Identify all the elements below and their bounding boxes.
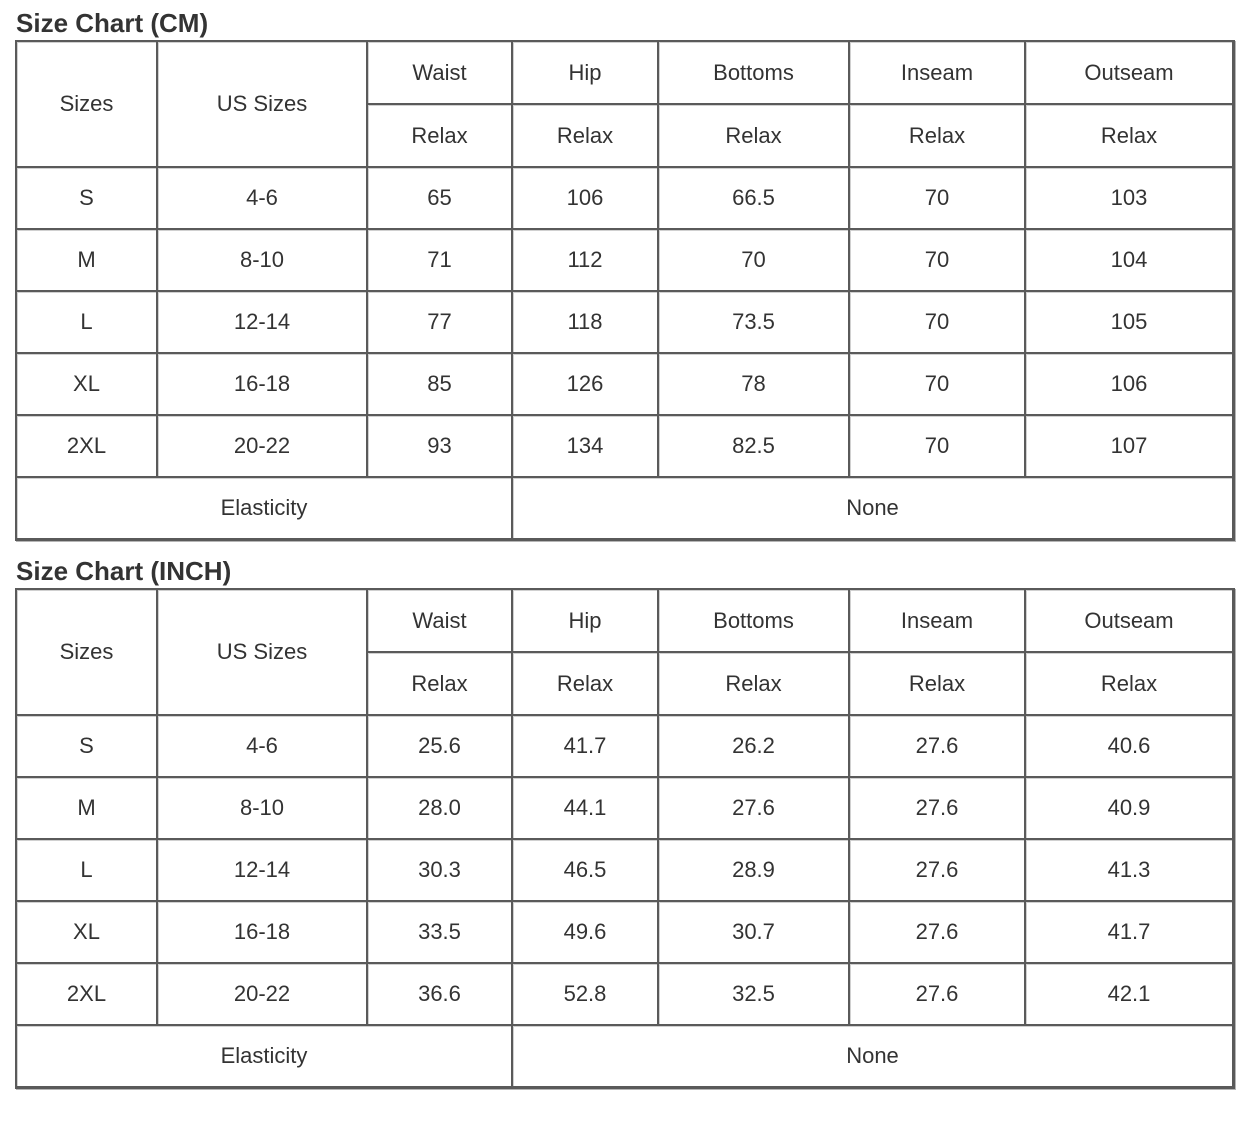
us-size-cell: 4-6	[158, 168, 368, 230]
inseam-cell: 27.6	[850, 902, 1026, 964]
outseam-cell: 41.3	[1026, 840, 1234, 902]
cm-chart-title: Size Chart (CM)	[16, 8, 209, 38]
hip-header: Hip	[513, 590, 659, 653]
us-size-cell: 16-18	[158, 354, 368, 416]
size-cell: XL	[17, 902, 158, 964]
cm-size-chart-section	[15, 6, 1235, 541]
hip-cell: 49.6	[513, 902, 659, 964]
bottoms-cell: 82.5	[659, 416, 850, 478]
sizes-header: Sizes	[17, 590, 158, 716]
size-cell: S	[17, 716, 158, 778]
waist-cell: 36.6	[368, 964, 513, 1026]
hip-fit-label: Relax	[513, 105, 659, 168]
waist-cell: 30.3	[368, 840, 513, 902]
us-size-cell: 20-22	[158, 964, 368, 1026]
size-cell: 2XL	[17, 416, 158, 478]
waist-cell: 93	[368, 416, 513, 478]
size-cell: M	[17, 778, 158, 840]
inch-size-table	[15, 588, 1235, 1089]
hip-cell: 41.7	[513, 716, 659, 778]
table-row	[17, 416, 1234, 478]
bottoms-cell: 28.9	[659, 840, 850, 902]
outseam-cell: 40.9	[1026, 778, 1234, 840]
inseam-cell: 70	[850, 230, 1026, 292]
inseam-cell: 70	[850, 292, 1026, 354]
table-row	[17, 902, 1234, 964]
bottoms-cell: 32.5	[659, 964, 850, 1026]
waist-header: Waist	[368, 590, 513, 653]
bottoms-cell: 26.2	[659, 716, 850, 778]
bottoms-fit-label: Relax	[659, 653, 850, 716]
elasticity-value: None	[513, 478, 1234, 540]
outseam-cell: 41.7	[1026, 902, 1234, 964]
inseam-cell: 27.6	[850, 716, 1026, 778]
us-size-cell: 12-14	[158, 292, 368, 354]
inseam-cell: 70	[850, 168, 1026, 230]
inseam-fit-label: Relax	[850, 105, 1026, 168]
outseam-cell: 106	[1026, 354, 1234, 416]
hip-cell: 134	[513, 416, 659, 478]
inseam-header: Inseam	[850, 590, 1026, 653]
outseam-cell: 42.1	[1026, 964, 1234, 1026]
outseam-fit-label: Relax	[1026, 653, 1234, 716]
hip-cell: 106	[513, 168, 659, 230]
inseam-cell: 70	[850, 354, 1026, 416]
hip-fit-label: Relax	[513, 653, 659, 716]
elasticity-label: Elasticity	[17, 478, 513, 540]
outseam-cell: 104	[1026, 230, 1234, 292]
outseam-cell: 103	[1026, 168, 1234, 230]
table-row	[17, 964, 1234, 1026]
waist-cell: 77	[368, 292, 513, 354]
table-row	[17, 230, 1234, 292]
table-header-row	[17, 42, 1234, 105]
bottoms-header: Bottoms	[659, 590, 850, 653]
bottoms-cell: 73.5	[659, 292, 850, 354]
us-size-cell: 12-14	[158, 840, 368, 902]
elasticity-value: None	[513, 1026, 1234, 1088]
elasticity-row	[17, 478, 1234, 540]
waist-cell: 71	[368, 230, 513, 292]
hip-cell: 118	[513, 292, 659, 354]
inseam-header: Inseam	[850, 42, 1026, 105]
outseam-cell: 40.6	[1026, 716, 1234, 778]
size-cell: L	[17, 292, 158, 354]
outseam-header: Outseam	[1026, 590, 1234, 653]
bottoms-header: Bottoms	[659, 42, 850, 105]
inch-chart-title: Size Chart (INCH)	[16, 556, 232, 586]
table-row	[17, 840, 1234, 902]
waist-header: Waist	[368, 42, 513, 105]
elasticity-row	[17, 1026, 1234, 1088]
us-size-cell: 16-18	[158, 902, 368, 964]
waist-fit-label: Relax	[368, 653, 513, 716]
waist-cell: 85	[368, 354, 513, 416]
size-cell: M	[17, 230, 158, 292]
us-size-cell: 20-22	[158, 416, 368, 478]
waist-cell: 28.0	[368, 778, 513, 840]
bottoms-cell: 30.7	[659, 902, 850, 964]
us-sizes-header: US Sizes	[158, 42, 368, 168]
hip-cell: 112	[513, 230, 659, 292]
elasticity-label: Elasticity	[17, 1026, 513, 1088]
size-cell: L	[17, 840, 158, 902]
outseam-cell: 107	[1026, 416, 1234, 478]
table-row	[17, 354, 1234, 416]
bottoms-fit-label: Relax	[659, 105, 850, 168]
outseam-header: Outseam	[1026, 42, 1234, 105]
hip-cell: 52.8	[513, 964, 659, 1026]
size-cell: XL	[17, 354, 158, 416]
inseam-cell: 27.6	[850, 778, 1026, 840]
table-row	[17, 292, 1234, 354]
inch-size-chart-section	[15, 554, 1235, 1089]
inseam-fit-label: Relax	[850, 653, 1026, 716]
outseam-cell: 105	[1026, 292, 1234, 354]
cm-size-table	[15, 40, 1235, 541]
bottoms-cell: 27.6	[659, 778, 850, 840]
bottoms-cell: 78	[659, 354, 850, 416]
hip-cell: 46.5	[513, 840, 659, 902]
hip-cell: 44.1	[513, 778, 659, 840]
waist-fit-label: Relax	[368, 105, 513, 168]
size-cell: S	[17, 168, 158, 230]
us-size-cell: 4-6	[158, 716, 368, 778]
hip-header: Hip	[513, 42, 659, 105]
bottoms-cell: 66.5	[659, 168, 850, 230]
us-size-cell: 8-10	[158, 230, 368, 292]
size-cell: 2XL	[17, 964, 158, 1026]
outseam-fit-label: Relax	[1026, 105, 1234, 168]
waist-cell: 33.5	[368, 902, 513, 964]
inseam-cell: 27.6	[850, 840, 1026, 902]
table-row	[17, 168, 1234, 230]
us-sizes-header: US Sizes	[158, 590, 368, 716]
table-row	[17, 716, 1234, 778]
hip-cell: 126	[513, 354, 659, 416]
table-row	[17, 778, 1234, 840]
waist-cell: 65	[368, 168, 513, 230]
table-header-row	[17, 590, 1234, 653]
sizes-header: Sizes	[17, 42, 158, 168]
inseam-cell: 27.6	[850, 964, 1026, 1026]
waist-cell: 25.6	[368, 716, 513, 778]
bottoms-cell: 70	[659, 230, 850, 292]
inseam-cell: 70	[850, 416, 1026, 478]
us-size-cell: 8-10	[158, 778, 368, 840]
